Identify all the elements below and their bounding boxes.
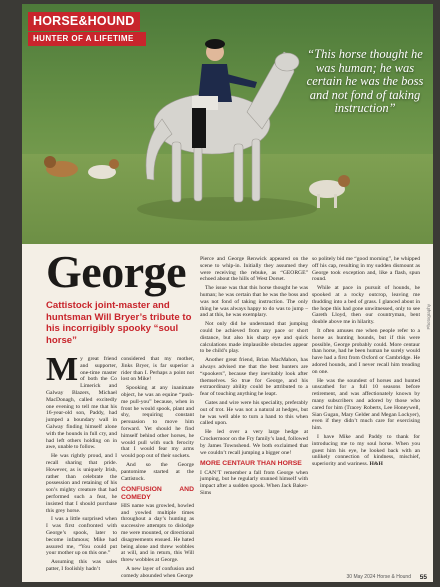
article-paragraph: The issue was that this horse thought he was human; he was certain that he was the boss and was not fond of taking instruction. The only thing he was always happy to do was to jump – and at this, he was exemplary. — [200, 285, 308, 319]
article-paragraph: He was rightly proud, and I recall sharing that pride. However, as is uniquely Irish, rather than celebrate the possession and retaining of his son’s mighty creature that had performed such a feat, he insisted that I should purchase this grey horse. — [46, 453, 117, 514]
article-column-4 — [312, 256, 420, 470]
article-paragraph: And so the George pantomime started at the Cattistock. — [121, 461, 194, 482]
article-paragraph: Another great friend, Brian MacMahon, has always advised me that the best hunters are “spookers”, because they inevitably look after themselves. So true for George, and his extraordinary ability could be attributed to a fear of touching anything he leapt. — [200, 357, 308, 398]
article-paragraph: He was the soundest of horses and hunted unscathed for a full 10 seasons before retirement, and was affectionately known by many subscribers and adored by those who cared for him (Tracey Roberts, Lee Honeywell, Sian Gugan, Mary Gelder and Megan Lockyer), even if they didn’t much care for exercising him. — [312, 377, 420, 432]
section-label: HUNTER OF A LIFETIME — [28, 32, 146, 46]
issue-date: 30 May 2024 Horse & Hound — [346, 574, 411, 580]
drop-cap: M — [46, 351, 79, 388]
article-standfirst: Cattistock joint-master and huntsman Will Bryer’s tribute to his incorrigibly spooky “soul horse” — [46, 300, 192, 346]
article-paragraph: Not only did he understand that jumping could be achieved from any pace or short distance, but also his sharp eye and quick calculations made implausible obstacles appear to be child’s play. — [200, 321, 308, 355]
photo-credit: Photography — [426, 304, 431, 330]
article-paragraph: so politely bid me “good morning”, he whipped off his cap, resulting in my sudden dismount as George took exception and, like a flash, spun round. — [312, 256, 420, 283]
page-number: 55 — [419, 574, 427, 581]
article-paragraph: HIS name was growled, howled and yowled multiple times throughout a day’s hunting as successive attempts to dislodge me were mounted, or directional disagreements ensued. He hated being alone and threw wobbles at will, and in return, this Will threw wobbles at George. — [121, 502, 194, 564]
article-paragraph: Assuming this was sales patter, I foolishly hadn’t — [46, 559, 117, 572]
article-paragraph: I have Mike and Paddy to thank for introducing me to my soul horse. When you guest him his eye, he looked back with an unlikely connection of kindness, mischief, superiority and wariness. H&H — [312, 433, 420, 468]
article-column-1 — [46, 351, 117, 575]
article-paragraph: A new layer of confusion and comedy abounded when George — [121, 565, 194, 579]
subheading: CONFUSION AND COMEDY — [121, 486, 194, 501]
article-paragraph: My great friend and supporter, one-time master of both the Co Limerick and Galway Blazers, Michael MacDonagh, called excitedly one evening to tell me that his 16-year-old son, Paddy, had jumped a boundary wall in Galway finding himself alone with the hounds in full cry, and had left others holding on in awe, unable to follow. — [46, 351, 117, 451]
article-paragraph: It often amuses me when people refer to a horse as hunting hounds, but if this were possible, George probably could. More centaur than horse, had he been human he surely would have had a first from Oxford or Cambridge. He adored hounds, and I never recall him treading on one. — [312, 327, 420, 375]
end-sign: H&H — [369, 461, 383, 468]
article-column-2 — [121, 356, 194, 582]
masthead — [28, 12, 146, 46]
magazine-page — [22, 4, 433, 582]
article-paragraph: Gates and wire were his speciality, preferably out of trot. He was not a natural at hedges, but he was well able to turn a hand to this when called upon. — [200, 399, 308, 427]
pull-quote — [305, 48, 425, 116]
article-paragraph: He led over a very large hedge at Crockermoor on the Fry family’s land, followed by James Townshend. We both exclaimed that we couldn’t recall jumping a bigger one! — [200, 429, 308, 456]
article-column-3 — [200, 256, 308, 499]
article-paragraph: considered that my mother, Jinks Bryer, is far superior a rider than I. Perhaps a point not lost on Mike! — [121, 356, 194, 383]
article-paragraph: While at pace in pursuit of hounds, he spooked at a rocky outcrop, leaving me thudding into a bed of grass. I glanced about in the hope this had gone unwitnessed, only to see Gareth Lloyd, then our countryman, bent double above me in hilarity. — [312, 285, 420, 326]
hunt-photo — [22, 4, 433, 244]
brand-logo: HORSE&HOUND — [28, 12, 140, 31]
article-paragraph: Pierce and George Renwick appeared on the scene to whip-in. Initially they assumed they were receiving the rebuke, as “GEORGE” echoed about the hills of West Dorset. — [200, 256, 308, 283]
article-title: George — [46, 246, 187, 297]
page-footer — [22, 570, 433, 582]
article-paragraph: Spooking at any inanimate object, he was an equine “push-me pull-you” because, when in front he would spook, plant and shy, requiring constant persuasion to move him forward. Yet should he find himself behind other horses, he would pull with such ferocity that I would fear my arms would pop out of their sockets. — [121, 385, 194, 460]
article-paragraph: I was a little surprised when I was first confronted with George’s spook, later to become infamous; Mike had assured me, “You could put your mother up on this one.” — [46, 516, 117, 557]
subheading: MORE CENTAUR THAN HORSE — [200, 460, 302, 468]
article-paragraph: I CAN’T remember a fall from George when jumping, but he regularly stunned himself with impact after a sudden spook. When Jack Baker-Sims — [200, 469, 308, 496]
pull-quote-text: “This horse thought he was human; he was certain he was the boss and not fond of taking instruction” — [306, 47, 424, 115]
